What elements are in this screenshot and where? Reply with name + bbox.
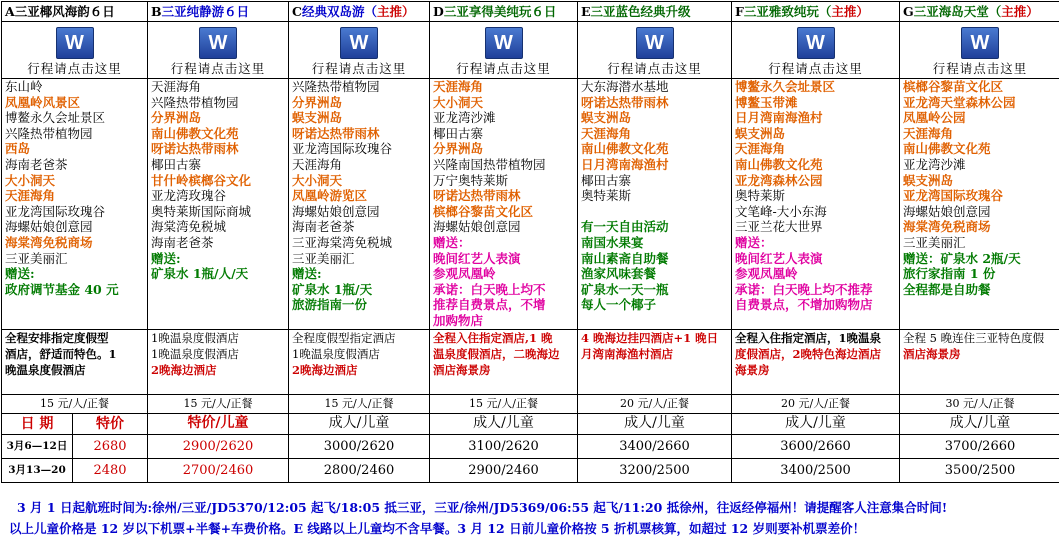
attraction-item: 三亚兰花大世界 <box>735 219 896 235</box>
attraction-item: 万宁奥特莱斯 <box>433 173 574 189</box>
route-letter: E <box>581 4 591 19</box>
attraction-item: 分界洲岛 <box>433 141 574 157</box>
attraction-item: 呀诺达热带雨林 <box>151 141 285 157</box>
route-letter: F <box>735 4 744 19</box>
attraction-item: 凤凰岭风景区 <box>5 95 144 111</box>
word-document-icon[interactable]: W <box>56 27 94 59</box>
attraction-item: 赠送： <box>735 235 896 251</box>
meal-standard: 15 元/人/正餐 <box>2 394 148 413</box>
itinerary-link-label[interactable]: 行程请点击这里 <box>430 61 577 77</box>
attraction-item: 大东海潜水基地 <box>581 79 728 95</box>
price-date: 3月6—12日 <box>2 435 73 458</box>
route-title: 三亚享得美纯玩６日 <box>444 4 557 19</box>
price-col-header: 成人/儿童 <box>289 413 430 434</box>
attraction-item: 赠送：矿泉水 2瓶/天 <box>903 251 1057 267</box>
itinerary-link-e[interactable] <box>578 22 732 79</box>
route-header-g <box>900 2 1059 22</box>
itinerary-link-a[interactable] <box>2 22 148 79</box>
attraction-item: 三亚海棠湾免税城 <box>292 235 426 251</box>
attraction-item: 奥特莱斯国际商城 <box>151 204 285 220</box>
itinerary-link-label[interactable]: 行程请点击这里 <box>578 61 731 77</box>
attraction-item: 凤凰岭游览区 <box>292 188 426 204</box>
attraction-item: 亚龙湾森林公园 <box>735 173 896 189</box>
route-header-d <box>430 2 578 22</box>
attraction-item: 参观凤凰岭 <box>735 266 896 282</box>
price-cell: 3700/2660 <box>900 434 1059 458</box>
route-header-c <box>289 2 430 22</box>
attraction-item: 蜈支洲岛 <box>292 110 426 126</box>
hotel-line: 晚温泉度假酒店 <box>5 362 144 378</box>
itinerary-link-c[interactable] <box>289 22 430 79</box>
route-letter: D <box>433 4 444 19</box>
hotel-line: 1晚温泉度假酒店 <box>292 346 426 362</box>
date-header: 日 期 <box>2 414 73 434</box>
attraction-item: 文笔峰-大小东海 <box>735 204 896 220</box>
hotel-line: 2晚海边酒店 <box>292 362 426 378</box>
attraction-item: 矿泉水一天一瓶 <box>581 282 728 298</box>
child-price-notice: 以上儿童价格是 12 岁以下机票+半餐+车费价格。E 线路以上儿童均不含早餐。3 月 12 日前儿童价格按 5 折机票核算，如超过 12 岁则要补机票差价！ <box>1 518 1058 539</box>
route-letter: G <box>903 4 914 19</box>
attraction-item: 分界洲岛 <box>151 110 285 126</box>
price-cell: 3000/2620 <box>289 434 430 458</box>
price-col-header: 成人/儿童 <box>732 413 900 434</box>
route-attractions <box>578 79 732 330</box>
attraction-item: 海棠湾免税商场 <box>5 235 144 251</box>
attraction-item: 自费景点，不增加购物店 <box>735 297 896 313</box>
word-document-icon[interactable]: W <box>340 27 378 59</box>
price-col-header: 特价/儿童 <box>148 413 289 434</box>
route-letter: C <box>292 4 302 19</box>
price-date-header <box>2 413 148 434</box>
attraction-item: 承诺：白天晚上均不推荐 <box>735 282 896 298</box>
price-cell: 3600/2660 <box>732 434 900 458</box>
route-hotel <box>900 329 1059 394</box>
hotel-line: 全程度假型指定酒店 <box>292 330 426 346</box>
route-attractions <box>289 79 430 330</box>
attraction-item: 矿泉水 1瓶/天 <box>292 282 426 298</box>
attraction-item: 亚龙湾沙滩 <box>433 110 574 126</box>
attraction-item: 博鳌永久会址景区 <box>5 110 144 126</box>
special-header: 特价 <box>73 414 147 434</box>
attraction-item: 兴隆南国热带植物园 <box>433 157 574 173</box>
attraction-item: 旅游指南一份 <box>292 297 426 313</box>
attraction-item: 海螺姑娘创意园 <box>292 204 426 220</box>
route-letter: B <box>151 4 162 19</box>
route-attractions <box>148 79 289 330</box>
price-row <box>2 458 1059 482</box>
meal-standard: 15 元/人/正餐 <box>148 394 289 413</box>
attraction-item: 政府调节基金 40 元 <box>5 282 144 298</box>
attraction-item: 海螺姑娘创意园 <box>433 219 574 235</box>
attraction-item: 南山佛教文化苑 <box>903 141 1057 157</box>
attraction-item: 海南老爸茶 <box>151 235 285 251</box>
route-attractions <box>900 79 1059 330</box>
attraction-item: 亚龙湾沙滩 <box>903 157 1057 173</box>
attraction-item: 晚间红艺人表演 <box>735 251 896 267</box>
hotel-line: 全程安排指定度假型 <box>5 330 144 346</box>
price-cell: 2700/2460 <box>148 458 289 482</box>
attraction-item: 呀诺达热带雨林 <box>581 95 728 111</box>
attraction-item: 槟榔谷黎苗文化区 <box>433 204 574 220</box>
price-col-header: 成人/儿童 <box>900 413 1059 434</box>
price-date: 3月13—20 <box>2 459 73 482</box>
hotel-line: 酒店海景房 <box>433 362 574 378</box>
attraction-item: 天涯海角 <box>433 79 574 95</box>
hotel-line: 全程入住指定酒店，1晚温泉 <box>735 330 896 346</box>
price-date-cell <box>2 434 148 458</box>
route-title: 三亚纯静游６日 <box>162 4 250 19</box>
attraction-item: 槟榔谷黎苗文化区 <box>903 79 1057 95</box>
hotel-line: 全程 5 晚连住三亚特色度假 <box>903 330 1057 346</box>
route-letter: A <box>5 4 15 19</box>
attraction-item: 赠送: <box>5 266 144 282</box>
attraction-item: 亚龙湾国际玫瑰谷 <box>5 204 144 220</box>
meal-standard: 20 元/人/正餐 <box>732 394 900 413</box>
hotel-line: 海景房 <box>735 362 896 378</box>
attraction-item: 全程都是自助餐 <box>903 282 1057 298</box>
attraction-item: 大小洞天 <box>5 173 144 189</box>
attraction-item: 有一天自由活动 <box>581 219 728 235</box>
route-tag: 主推 <box>1001 4 1026 19</box>
hotel-line: 4 晚海边挂四酒店+1 晚日 <box>581 330 728 346</box>
route-header-f <box>732 2 900 22</box>
price-cell: 3400/2500 <box>732 458 900 482</box>
route-hotel <box>289 329 430 394</box>
attraction-item: 亚龙湾玫瑰谷 <box>151 188 285 204</box>
flight-notice: 3 月 1 日起航班时间为:徐州/三亚/JD5370/12:05 起飞/18:05 抵三亚，三亚/徐州/JD5369/06:55 起飞/11:20 抵徐州，往返经停福州！请提醒客人注意集合时间! <box>1 497 1058 518</box>
itinerary-table <box>1 1 1059 483</box>
route-header-b <box>148 2 289 22</box>
attraction-item: 天涯海角 <box>581 126 728 142</box>
attraction-item: 大小洞天 <box>292 173 426 189</box>
attraction-item: 大小洞天 <box>433 95 574 111</box>
attraction-item: 凤凰岭公园 <box>903 110 1057 126</box>
attraction-item: 海棠湾免税商场 <box>903 219 1057 235</box>
price-cell: 2900/2460 <box>430 458 578 482</box>
attraction-item: 天涯海角 <box>903 126 1057 142</box>
attraction-item: 推荐自费景点，不增 <box>433 297 574 313</box>
meal-standard: 30 元/人/正餐 <box>900 394 1059 413</box>
attraction-item: 南山素斋自助餐 <box>581 251 728 267</box>
itinerary-link-label[interactable]: 行程请点击这里 <box>900 61 1059 77</box>
special-price: 2480 <box>73 459 147 482</box>
attraction-item: 日月湾南海渔村 <box>581 157 728 173</box>
attraction-item: 兴隆热带植物园 <box>292 79 426 95</box>
word-document-icon[interactable]: W <box>199 27 237 59</box>
attraction-item: 日月湾南海渔村 <box>735 110 896 126</box>
hotel-line: 1晚温泉度假酒店 <box>151 346 285 362</box>
attraction-item: 椰田古寨 <box>151 157 285 173</box>
route-title: 三亚海岛天堂（ <box>914 4 1002 19</box>
attraction-item: 奥特莱斯 <box>735 188 896 204</box>
meal-standard: 15 元/人/正餐 <box>430 394 578 413</box>
attraction-item: 渔家风味套餐 <box>581 266 728 282</box>
special-price: 2680 <box>73 435 147 458</box>
attraction-item: 赠送： <box>433 235 574 251</box>
attraction-item: 天涯海角 <box>735 141 896 157</box>
attraction-item: 晚间红艺人表演 <box>433 251 574 267</box>
attraction-item: 三亚美丽汇 <box>292 251 426 267</box>
attraction-item: 海棠湾免税城 <box>151 219 285 235</box>
route-hotel <box>2 329 148 394</box>
attraction-item: 分界洲岛 <box>292 95 426 111</box>
word-document-icon[interactable]: W <box>961 27 999 59</box>
attraction-item: 天涯海角 <box>292 157 426 173</box>
price-cell: 3400/2660 <box>578 434 732 458</box>
attraction-item: 亚龙湾天堂森林公园 <box>903 95 1057 111</box>
price-row <box>2 434 1059 458</box>
attraction-item: 赠送: <box>292 266 426 282</box>
route-attractions <box>2 79 148 330</box>
route-hotel <box>430 329 578 394</box>
attraction-item: 天涯海角 <box>5 188 144 204</box>
attraction-item: 亚龙湾国际玫瑰谷 <box>292 141 426 157</box>
price-col-header: 成人/儿童 <box>578 413 732 434</box>
attraction-item: 海螺姑娘创意园 <box>5 219 144 235</box>
price-cell: 2900/2620 <box>148 434 289 458</box>
attraction-item <box>581 204 728 220</box>
attraction-item: 蜈支洲岛 <box>735 126 896 142</box>
route-attractions <box>732 79 900 330</box>
attraction-item: 亚龙湾国际玫瑰谷 <box>903 188 1057 204</box>
attraction-item: 参观凤凰岭 <box>433 266 574 282</box>
hotel-line: 月湾南海渔村酒店 <box>581 346 728 362</box>
route-header-a <box>2 2 148 22</box>
attraction-item: 蜈支洲岛 <box>903 173 1057 189</box>
itinerary-link-label[interactable]: 行程请点击这里 <box>148 61 288 77</box>
attraction-item: 赠送: <box>151 251 285 267</box>
price-date-cell <box>2 458 148 482</box>
attraction-item: 东山岭 <box>5 79 144 95</box>
word-document-icon[interactable]: W <box>485 27 523 59</box>
itinerary-link-d[interactable] <box>430 22 578 79</box>
itinerary-link-b[interactable] <box>148 22 289 79</box>
attraction-item: 海南老爸茶 <box>5 157 144 173</box>
attraction-item: 兴隆热带植物园 <box>151 95 285 111</box>
attraction-item: 呀诺达热带雨林 <box>292 126 426 142</box>
route-tag-close: ） <box>1026 4 1039 19</box>
attraction-item: 天涯海角 <box>151 79 285 95</box>
attraction-item: 南山佛教文化苑 <box>581 141 728 157</box>
itinerary-link-label[interactable]: 行程请点击这里 <box>2 61 147 77</box>
attraction-item: 椰田古寨 <box>581 173 728 189</box>
attraction-item: 呀诺达热带雨林 <box>433 188 574 204</box>
price-col-header: 成人/儿童 <box>430 413 578 434</box>
attraction-item: 三亚美丽汇 <box>5 251 144 267</box>
attraction-item: 奥特莱斯 <box>581 188 728 204</box>
attraction-item: 南国水果宴 <box>581 235 728 251</box>
hotel-line: 酒店海景房 <box>903 346 1057 362</box>
price-cell: 3500/2500 <box>900 458 1059 482</box>
meal-standard: 15 元/人/正餐 <box>289 394 430 413</box>
hotel-line: 全程入住指定酒店,1 晚 <box>433 330 574 346</box>
attraction-item: 博鳌玉带滩 <box>735 95 896 111</box>
route-tag: 主推 <box>831 4 856 19</box>
itinerary-link-label[interactable]: 行程请点击这里 <box>732 61 899 77</box>
attraction-item: 兴隆热带植物园 <box>5 126 144 142</box>
attraction-item: 矿泉水 1瓶/人/天 <box>151 266 285 282</box>
attraction-item: 海南老爸茶 <box>292 219 426 235</box>
itinerary-link-f[interactable] <box>732 22 900 79</box>
attraction-item: 西岛 <box>5 141 144 157</box>
attraction-item: 椰田古寨 <box>433 126 574 142</box>
attraction-item: 每人一个椰子 <box>581 297 728 313</box>
route-tag-close: ） <box>402 4 415 19</box>
attraction-item: 加购物店 <box>433 313 574 329</box>
route-hotel <box>148 329 289 394</box>
route-title: 三亚蓝色经典升级 <box>591 4 691 19</box>
price-cell: 2800/2460 <box>289 458 430 482</box>
word-document-icon[interactable]: W <box>636 27 674 59</box>
price-cell: 3200/2500 <box>578 458 732 482</box>
attraction-item: 蜈支洲岛 <box>581 110 728 126</box>
route-attractions <box>430 79 578 330</box>
route-tag-close: ） <box>856 4 869 19</box>
route-hotel <box>578 329 732 394</box>
attraction-item: 三亚美丽汇 <box>903 235 1057 251</box>
footer-notes <box>1 497 1058 539</box>
hotel-line: 1晚温泉度假酒店 <box>151 330 285 346</box>
attraction-item: 承诺：白天晚上均不 <box>433 282 574 298</box>
hotel-line: 酒店，舒适而特色。1 <box>5 346 144 362</box>
route-title: 三亚椰风海韵６日 <box>15 4 115 19</box>
attraction-item: 海螺姑娘创意园 <box>903 204 1057 220</box>
word-document-icon[interactable]: W <box>797 27 835 59</box>
attraction-item: 南山佛教文化苑 <box>735 157 896 173</box>
route-header-e <box>578 2 732 22</box>
itinerary-link-g[interactable] <box>900 22 1059 79</box>
hotel-line: 2晚海边酒店 <box>151 362 285 378</box>
attraction-item: 旅行家指南 1 份 <box>903 266 1057 282</box>
attraction-item: 博鳌永久会址景区 <box>735 79 896 95</box>
route-hotel <box>732 329 900 394</box>
route-title: 经典双岛游（ <box>302 4 377 19</box>
hotel-line: 度假酒店，2晚特色海边酒店 <box>735 346 896 362</box>
price-cell: 3100/2620 <box>430 434 578 458</box>
hotel-line: 温泉度假酒店，二晚海边 <box>433 346 574 362</box>
route-title: 三亚雅致纯玩（ <box>744 4 832 19</box>
meal-standard: 20 元/人/正餐 <box>578 394 732 413</box>
attraction-item: 南山佛教文化苑 <box>151 126 285 142</box>
attraction-item: 甘什岭槟榔谷文化 <box>151 173 285 189</box>
route-tag: 主推 <box>377 4 402 19</box>
itinerary-link-label[interactable]: 行程请点击这里 <box>289 61 429 77</box>
